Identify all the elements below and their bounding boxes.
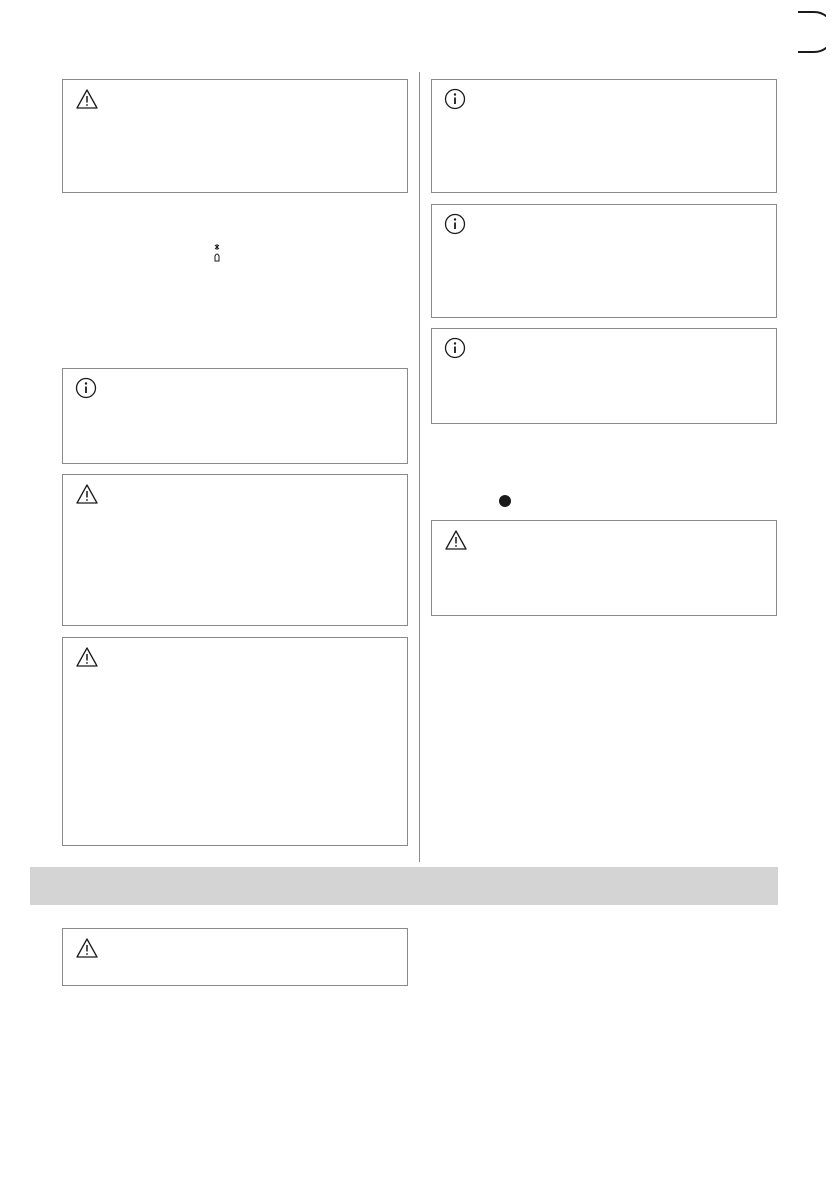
info-circle-icon: [444, 88, 468, 110]
warning-triangle-icon: [444, 529, 468, 551]
section-heading-band: [30, 867, 778, 905]
info-circle-icon: [444, 337, 468, 359]
warning-triangle-icon: [75, 483, 99, 505]
info-box-4: [431, 328, 777, 424]
warning-box-2: [62, 474, 408, 626]
info-circle-icon: [444, 213, 468, 235]
info-box-2: [431, 79, 777, 193]
warning-box-3: [62, 637, 408, 846]
column-divider: [419, 72, 420, 862]
warning-box-1: [62, 79, 408, 193]
warning-triangle-icon: [75, 937, 99, 959]
warning-box-4: [431, 520, 777, 616]
lamp-symbol-icon: [211, 243, 223, 263]
filled-dot-icon: [498, 494, 512, 508]
warning-triangle-icon: [75, 88, 99, 110]
warning-triangle-icon: [75, 646, 99, 668]
info-circle-icon: [75, 377, 99, 399]
info-box-1: [62, 368, 408, 464]
page-corner-mark: [796, 10, 826, 54]
warning-box-5: [62, 928, 408, 986]
info-box-3: [431, 204, 777, 318]
